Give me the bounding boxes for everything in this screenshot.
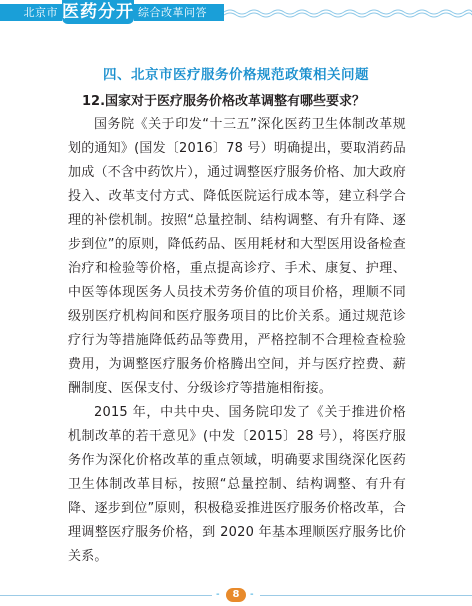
page-footer <box>0 588 472 602</box>
header-city-label: 北京市 <box>0 4 62 21</box>
footer-line-left <box>0 595 212 596</box>
header-brand-title: 医药分开 <box>62 2 134 22</box>
page-number-badge: 8 <box>226 588 246 602</box>
section-title: 四、北京市医疗服务价格规范政策相关问题 <box>103 67 369 83</box>
question-heading: 12.国家对于医疗服务价格改革调整有哪些要求？ <box>82 94 366 109</box>
body-text <box>68 113 406 569</box>
paragraph-2: 2015 年，中共中央、国务院印发了《关于推进价格机制改革的若干意见》(中发〔2015〕28 号），将医疗服务作为深化价格改革的重点领域，明确要求围绕深化医药卫生体制改革目标，按照“总量控制、结构调整、有升有降、逐步到位”原则，积极稳妥推进医疗服务价格改革，合理调整医疗服务价格，到 2020 年基本理顺医疗服务比价关系。 <box>68 405 406 564</box>
page-header <box>0 0 472 26</box>
header-subtitle-label: 综合改革问答 <box>134 4 224 21</box>
footer-dash-right: - <box>250 589 254 600</box>
footer-dash-left: - <box>216 589 220 600</box>
footer-line-right <box>260 595 472 596</box>
paragraph-1: 国务院《关于印发“十三五”深化医药卫生体制改革规划的通知》(国发〔2016〕78 号）明确提出，要取消药品加成（不含中药饮片），通过调整医疗服务价格、加大政府投入、改革支付方式、降低医院运行成本等，建立科学合理的补偿机制。按照“总量控制、结构调整、有升有降、逐步到位”的原则，降低药品、医用耗材和大型医用设备检查治疗和检验等价格，重点提高诊疗、手术、康复、护理、中医等体现医务人员技术劳务价值的项目价格，理顺不同级别医疗机构间和医疗服务项目的比价关系。通过规范诊疗行为等措施降低药品等费用，严格控制不合理检查检验费用，为调整医疗服务价格腾出空间，并与医疗控费、薪酬制度、医保支付、分级诊疗等措施相衔接。 <box>68 117 406 396</box>
